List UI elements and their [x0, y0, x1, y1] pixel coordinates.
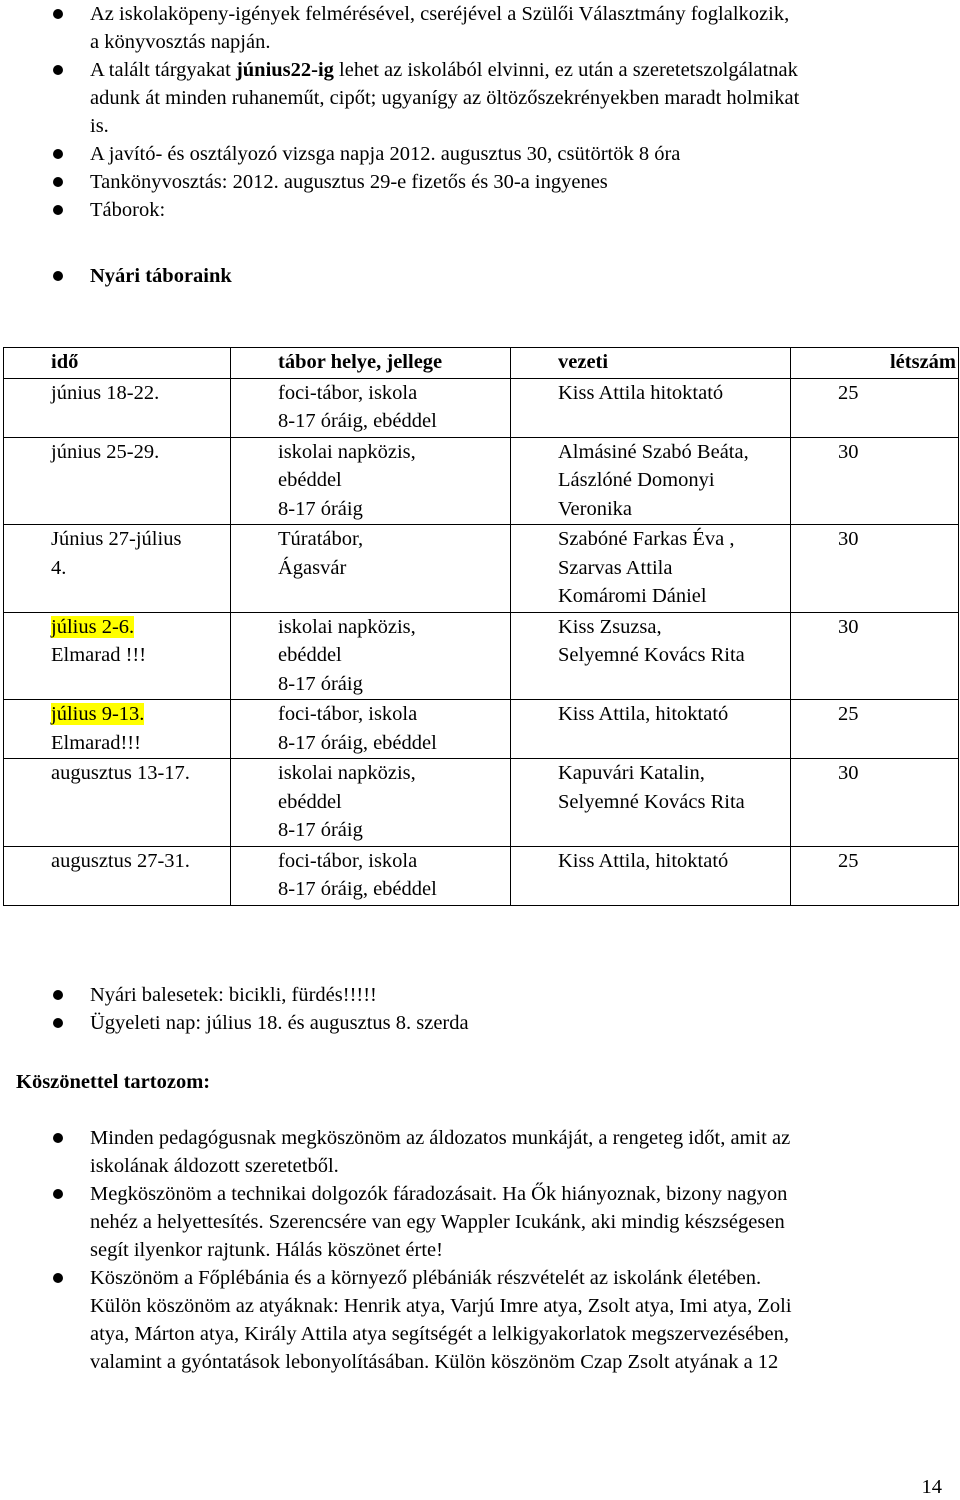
cell-line: 8-17 óráig: [278, 819, 363, 841]
bullet-item: [0, 981, 960, 1009]
table-row: [4, 525, 959, 613]
cell-leader: [511, 759, 791, 847]
cell-count: 30: [791, 525, 959, 613]
cell-leader: [511, 700, 791, 759]
bullet-line: Tankönyvosztás: 2012. augusztus 29-e fizetős és 30-a ingyenes: [90, 171, 608, 193]
header-leader: vezeti: [511, 348, 791, 379]
table-row: [4, 846, 959, 905]
cell-time: [4, 846, 231, 905]
bullet-line: Nyári balesetek: bicikli, fürdés!!!!!: [90, 984, 377, 1006]
camps-heading-list: [0, 262, 960, 290]
cell-line: ebéddel: [278, 644, 342, 666]
cell-line: 8-17 óráig, ebéddel: [278, 731, 437, 754]
cell-count: 30: [791, 437, 959, 525]
bullet-line: segít ilyenkor rajtunk. Hálás köszönet érte!: [90, 1239, 443, 1261]
cell-line: Túratábor,: [278, 528, 364, 550]
bullet-line: Ügyeleti nap: július 18. és augusztus 8. szerda: [90, 1012, 469, 1034]
cell-line: június 25-29.: [51, 440, 160, 463]
cell-line: Ágasvár: [278, 556, 347, 579]
header-count: létszám: [791, 348, 959, 379]
top-bullet-list: [0, 0, 960, 224]
cell-line: iskolai napközis,: [278, 440, 416, 463]
bullet-line: atya, Márton atya, Király Attila atya segítségét a lelkigyakorlatok megszervezésében,: [90, 1323, 790, 1345]
cell-line: június 18-22.: [51, 381, 160, 404]
bullet-item: [0, 1264, 960, 1376]
cell-line: Szarvas Attila: [558, 556, 673, 579]
cell-line: augusztus 13-17.: [51, 762, 190, 784]
camps-table: [3, 347, 959, 906]
table-row: [4, 612, 959, 700]
mid-bullet-list: [0, 981, 960, 1037]
bold-date: június22-ig: [235, 59, 334, 81]
bullet-item: [0, 168, 960, 196]
cell-line: [51, 700, 230, 729]
bullet-line: Az iskolaköpeny-igények felmérésével, cseréjével a Szülői Választmány foglalkozik,: [90, 3, 790, 25]
cell-line: ebéddel: [278, 469, 342, 491]
cell-leader: [511, 378, 791, 437]
bullet-line: Táborok:: [90, 199, 166, 221]
cell-line: 8-17 óráig, ebéddel: [278, 410, 437, 432]
highlighted-date: július 9-13.: [51, 703, 145, 725]
cell-line: ebéddel: [278, 790, 342, 813]
header-time: idő: [4, 348, 231, 379]
cell-count: 25: [791, 378, 959, 437]
cell-line: 8-17 óráig: [278, 672, 363, 695]
cell-line: Kapuvári Katalin,: [558, 762, 705, 784]
bullet-item: [0, 1124, 960, 1180]
thanks-heading: Köszönettel tartozom:: [16, 1071, 211, 1093]
cell-line: [51, 613, 230, 642]
cell-place: [231, 437, 511, 525]
cell-line: iskolai napközis,: [278, 762, 416, 784]
bullet-item: [0, 1009, 960, 1037]
cell-line: foci-tábor, iskola: [278, 381, 418, 404]
bullet-line: valamint a gyóntatások lebonyolításában. Külön köszönöm Czap Zsolt atyának a 12: [90, 1351, 779, 1373]
cell-line: foci-tábor, iskola: [278, 703, 418, 725]
cell-line: Komáromi Dániel: [558, 585, 707, 607]
cell-time: [4, 700, 231, 759]
cell-leader: [511, 846, 791, 905]
cell-leader: [511, 525, 791, 613]
cell-leader: [511, 612, 791, 700]
bullet-item: [0, 56, 960, 140]
bullet-line: a könyvosztás napján.: [90, 31, 271, 53]
cell-time: [4, 759, 231, 847]
cell-place: [231, 846, 511, 905]
bullet-item: [0, 196, 960, 224]
cell-line: augusztus 27-31.: [51, 849, 190, 872]
cell-line: Elmarad !!!: [51, 644, 147, 666]
bullet-line: adunk át minden ruhaneműt, cipőt; ugyanígy az öltözőszekrényekben maradt holmikat: [90, 87, 800, 109]
cell-time: [4, 525, 231, 613]
header-place: tábor helye, jellege: [231, 348, 511, 379]
cell-line: 8-17 óráig: [278, 497, 363, 520]
bullet-line: A javító- és osztályozó vizsga napja 2012. augusztus 30, csütörtök 8 óra: [90, 143, 681, 165]
cell-count: 25: [791, 700, 959, 759]
bullet-line: Külön köszönöm az atyáknak: Henrik atya, Varjú Imre atya, Zsolt atya, Imi atya, Zoli: [90, 1295, 792, 1317]
cell-line: Kiss Zsuzsa,: [558, 615, 662, 638]
cell-line: Szabóné Farkas Éva ,: [558, 528, 735, 550]
cell-line: Veronika: [558, 497, 633, 520]
cell-line: 8-17 óráig, ebéddel: [278, 878, 437, 900]
cell-place: [231, 525, 511, 613]
cell-line: Június 27-július: [51, 528, 182, 550]
cell-line: iskolai napközis,: [278, 615, 416, 638]
table-row: [4, 700, 959, 759]
camps-table-header-row: [4, 348, 959, 379]
cell-line: Lászlóné Domonyi: [558, 469, 715, 491]
cell-count: 25: [791, 846, 959, 905]
cell-line: 4.: [51, 556, 67, 579]
cell-time: [4, 612, 231, 700]
cell-time: [4, 378, 231, 437]
page-number: 14: [921, 1476, 942, 1498]
cell-line: Kiss Attila hitoktató: [558, 381, 724, 404]
cell-line: Selyemné Kovács Rita: [558, 644, 745, 666]
cell-line: Kiss Attila, hitoktató: [558, 703, 729, 725]
cell-place: [231, 378, 511, 437]
bullet-item: [0, 140, 960, 168]
highlighted-date: július 2-6.: [51, 615, 135, 638]
cell-leader: [511, 437, 791, 525]
bullet-line: Köszönöm a Főplébánia és a környező plébániák részvételét az iskolánk életében.: [90, 1267, 762, 1289]
bullet-line: is.: [90, 115, 109, 137]
bullet-line: Minden pedagógusnak megköszönöm az áldozatos munkáját, a rengeteg időt, amit az: [90, 1127, 791, 1149]
cell-place: [231, 700, 511, 759]
camps-heading: Nyári táboraink: [90, 265, 232, 287]
bullet-line: iskolának áldozott szeretetből.: [90, 1155, 339, 1177]
bullet-line: A talált tárgyakat június22-ig lehet az iskolából elvinni, ez után a szeretetszolgálatnak: [90, 59, 798, 81]
table-row: [4, 437, 959, 525]
bullet-item: [0, 0, 960, 56]
cell-line: foci-tábor, iskola: [278, 849, 418, 872]
cell-count: 30: [791, 759, 959, 847]
cell-place: [231, 759, 511, 847]
thanks-bullet-list: [0, 1124, 960, 1376]
table-row: [4, 759, 959, 847]
cell-line: Elmarad!!!: [51, 731, 141, 754]
table-row: [4, 378, 959, 437]
cell-line: Selyemné Kovács Rita: [558, 790, 745, 813]
bullet-item: [0, 1180, 960, 1264]
cell-time: [4, 437, 231, 525]
cell-line: Almásiné Szabó Beáta,: [558, 440, 749, 463]
camps-table-body: [4, 378, 959, 905]
cell-count: 30: [791, 612, 959, 700]
camps-heading-item: [0, 262, 960, 290]
cell-place: [231, 612, 511, 700]
cell-line: Kiss Attila, hitoktató: [558, 849, 729, 872]
bullet-line: Megköszönöm a technikai dolgozók fáradozásait. Ha Ők hiányoznak, bizony nagyon: [90, 1183, 788, 1205]
bullet-line: nehéz a helyettesítés. Szerencsére van egy Wappler Icukánk, aki mindig készségesen: [90, 1211, 785, 1233]
